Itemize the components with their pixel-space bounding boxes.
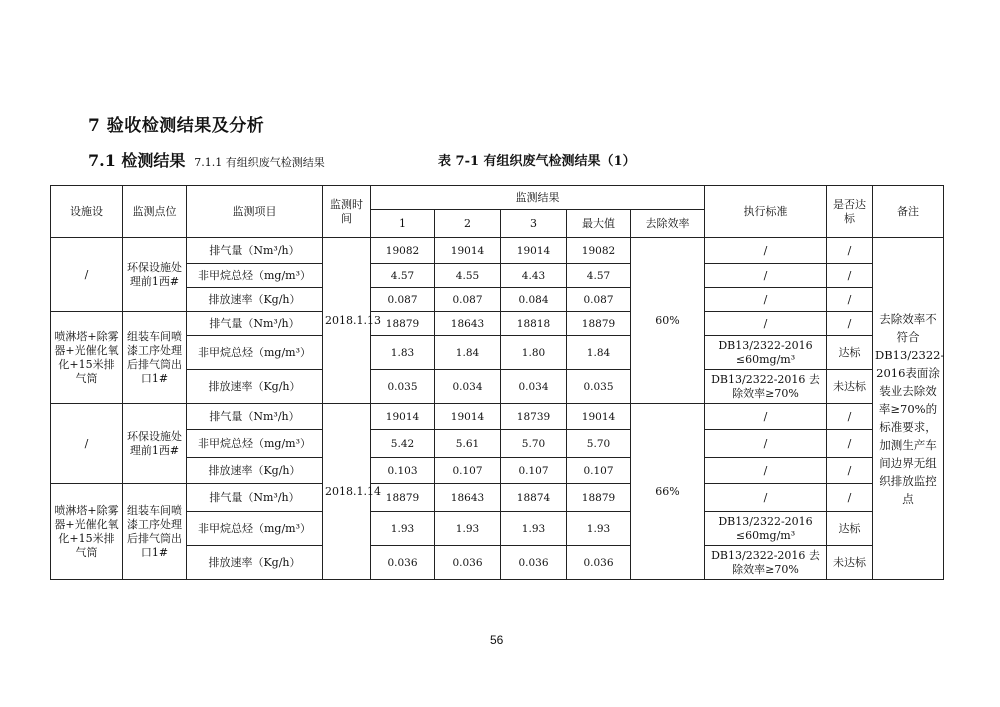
value-cell: 0.036: [501, 546, 567, 580]
value-cell: 4.57: [371, 264, 435, 288]
header-point: 监测点位: [123, 186, 187, 238]
value-cell: 0.087: [371, 288, 435, 312]
header-compliant: 是否达标: [827, 186, 873, 238]
value-cell: 0.107: [435, 458, 501, 484]
item-cell: 排气量（Nm³/h）: [187, 404, 323, 430]
value-cell: 5.42: [371, 430, 435, 458]
table-row: [51, 484, 944, 512]
item-cell: 排放速率（Kg/h）: [187, 546, 323, 580]
value-cell: 1.93: [501, 512, 567, 546]
table-row: [51, 404, 944, 430]
remark-cell: 去除效率不符合DB13/2322-2016表面涂装业去除效率≥70%的标准要求，加测生产车间边界无组织排放监控点: [873, 238, 944, 580]
value-cell: 18879: [567, 312, 631, 336]
standard-cell: /: [705, 430, 827, 458]
removal-cell: 60%: [631, 238, 705, 404]
subsection-title: 7.1 检测结果: [88, 151, 186, 170]
compliant-cell: /: [827, 404, 873, 430]
standard-cell: /: [705, 238, 827, 264]
value-cell: 0.036: [371, 546, 435, 580]
value-cell: 0.087: [435, 288, 501, 312]
value-cell: 19014: [371, 404, 435, 430]
table-row: [51, 312, 944, 336]
value-cell: 1.84: [567, 336, 631, 370]
value-cell: 18879: [567, 484, 631, 512]
value-cell: 1.93: [567, 512, 631, 546]
value-cell: 18643: [435, 484, 501, 512]
item-cell: 排气量（Nm³/h）: [187, 484, 323, 512]
value-cell: 19014: [501, 238, 567, 264]
header-remark: 备注: [873, 186, 944, 238]
standard-cell: /: [705, 404, 827, 430]
standard-cell: DB13/2322-2016 去除效率≥70%: [705, 370, 827, 404]
item-cell: 非甲烷总烃（mg/m³）: [187, 512, 323, 546]
header-max: 最大值: [567, 210, 631, 238]
removal-cell: 66%: [631, 404, 705, 580]
facility-cell: /: [51, 238, 123, 312]
standard-cell: /: [705, 312, 827, 336]
value-cell: 0.036: [567, 546, 631, 580]
value-cell: 0.036: [435, 546, 501, 580]
compliant-cell: 达标: [827, 336, 873, 370]
compliant-cell: /: [827, 458, 873, 484]
compliant-cell: /: [827, 484, 873, 512]
compliant-cell: /: [827, 312, 873, 336]
subsection-heading: [88, 148, 325, 171]
facility-cell: 喷淋塔+除雾器+光催化氧化+15米排气筒: [51, 312, 123, 404]
item-cell: 非甲烷总烃（mg/m³）: [187, 336, 323, 370]
value-cell: 18879: [371, 484, 435, 512]
value-cell: 1.83: [371, 336, 435, 370]
value-cell: 1.80: [501, 336, 567, 370]
value-cell: 4.43: [501, 264, 567, 288]
value-cell: 4.55: [435, 264, 501, 288]
item-cell: 排放速率（Kg/h）: [187, 370, 323, 404]
compliant-cell: 未达标: [827, 546, 873, 580]
item-cell: 排气量（Nm³/h）: [187, 312, 323, 336]
page-number: 56: [490, 633, 504, 647]
facility-cell: /: [51, 404, 123, 484]
section-title: 7 验收检测结果及分析: [88, 116, 265, 136]
value-cell: 0.103: [371, 458, 435, 484]
value-cell: 1.93: [435, 512, 501, 546]
value-cell: 0.107: [567, 458, 631, 484]
value-cell: 0.034: [435, 370, 501, 404]
standard-cell: DB13/2322-2016 ≤60mg/m³: [705, 512, 827, 546]
value-cell: 19082: [567, 238, 631, 264]
value-cell: 5.61: [435, 430, 501, 458]
value-cell: 18818: [501, 312, 567, 336]
point-cell: 组装车间喷漆工序处理后排气筒出口1#: [123, 484, 187, 580]
point-cell: 组装车间喷漆工序处理后排气筒出口1#: [123, 312, 187, 404]
compliant-cell: 达标: [827, 512, 873, 546]
item-cell: 非甲烷总烃（mg/m³）: [187, 264, 323, 288]
value-cell: 18874: [501, 484, 567, 512]
header-time: 监测时间: [323, 186, 371, 238]
value-cell: 18739: [501, 404, 567, 430]
header-standard: 执行标准: [705, 186, 827, 238]
value-cell: 5.70: [501, 430, 567, 458]
value-cell: 19014: [567, 404, 631, 430]
standard-cell: DB13/2322-2016 ≤60mg/m³: [705, 336, 827, 370]
header-item: 监测项目: [187, 186, 323, 238]
value-cell: 0.035: [371, 370, 435, 404]
value-cell: 1.93: [371, 512, 435, 546]
value-cell: 4.57: [567, 264, 631, 288]
header-r1: 1: [371, 210, 435, 238]
results-table: [50, 185, 944, 580]
value-cell: 19082: [371, 238, 435, 264]
item-cell: 排气量（Nm³/h）: [187, 238, 323, 264]
value-cell: 0.107: [501, 458, 567, 484]
compliant-cell: /: [827, 288, 873, 312]
standard-cell: /: [705, 288, 827, 312]
table-row: [51, 238, 944, 264]
item-cell: 非甲烷总烃（mg/m³）: [187, 430, 323, 458]
compliant-cell: /: [827, 430, 873, 458]
facility-cell: 喷淋塔+除雾器+光催化氧化+15米排气筒: [51, 484, 123, 580]
value-cell: 0.084: [501, 288, 567, 312]
standard-cell: /: [705, 484, 827, 512]
header-facility: 设施设: [51, 186, 123, 238]
header-r3: 3: [501, 210, 567, 238]
value-cell: 19014: [435, 238, 501, 264]
header-r2: 2: [435, 210, 501, 238]
value-cell: 0.035: [567, 370, 631, 404]
header-results: 监测结果: [371, 186, 705, 210]
value-cell: 1.84: [435, 336, 501, 370]
value-cell: 0.034: [501, 370, 567, 404]
standard-cell: DB13/2322-2016 去除效率≥70%: [705, 546, 827, 580]
item-cell: 排放速率（Kg/h）: [187, 288, 323, 312]
value-cell: 5.70: [567, 430, 631, 458]
standard-cell: /: [705, 264, 827, 288]
value-cell: 0.087: [567, 288, 631, 312]
value-cell: 19014: [435, 404, 501, 430]
compliant-cell: /: [827, 238, 873, 264]
date-cell: 2018.1.14: [323, 404, 371, 580]
subsection-subtitle: 7.1.1 有组织废气检测结果: [194, 156, 325, 169]
date-cell: 2018.1.13: [323, 238, 371, 404]
header-removal: 去除效率: [631, 210, 705, 238]
point-cell: 环保设施处理前1西#: [123, 238, 187, 312]
value-cell: 18643: [435, 312, 501, 336]
item-cell: 排放速率（Kg/h）: [187, 458, 323, 484]
compliant-cell: /: [827, 264, 873, 288]
standard-cell: /: [705, 458, 827, 484]
point-cell: 环保设施处理前1西#: [123, 404, 187, 484]
value-cell: 18879: [371, 312, 435, 336]
table-caption: 表 7-1 有组织废气检测结果（1）: [438, 154, 636, 169]
compliant-cell: 未达标: [827, 370, 873, 404]
